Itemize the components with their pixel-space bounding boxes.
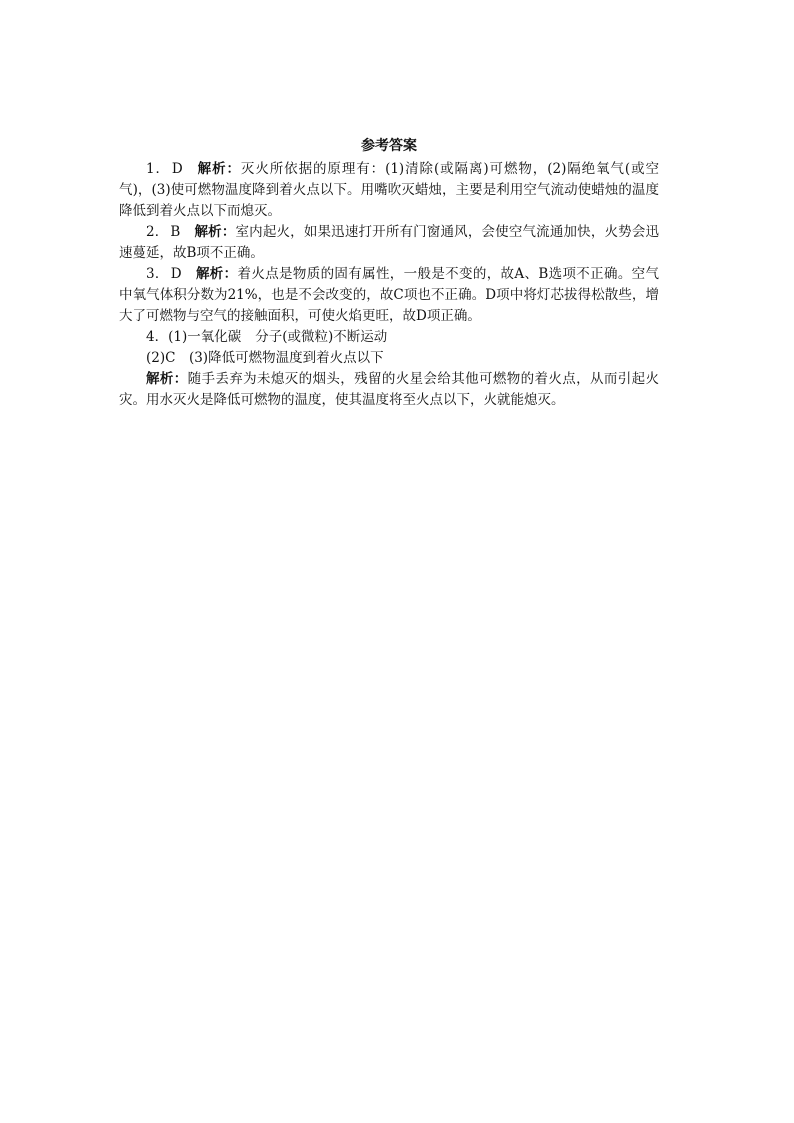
section-title: 参考答案 xyxy=(361,138,417,154)
item-answer: D xyxy=(170,266,182,282)
item-answer: D xyxy=(171,161,183,177)
analysis-label: 解析： xyxy=(146,371,188,387)
item-number: 2． xyxy=(146,224,169,240)
analysis-label: 解析： xyxy=(195,266,238,282)
analysis-label: 解析： xyxy=(196,161,241,177)
answer-item-4 xyxy=(119,327,659,348)
item-number: 3． xyxy=(146,266,169,282)
analysis-text: 随手丢弃为未熄灭的烟头，残留的火星会给其他可燃物的着火点，从而引起火灾。用水灭火是降低可燃物的温度，使其温度将至火点以下，火就能熄灭。 xyxy=(119,371,659,408)
analysis-text: 室内起火，如果迅速打开所有门窗通风，会使空气流通加快，火势会迅速蔓延，故B项不正确。 xyxy=(119,224,660,261)
item-answer-part-1: (1)一氧化碳 xyxy=(168,329,242,345)
analysis-text: 着火点是物质的固有属性，一般是不变的，故A、B选项不正确。空气中氧气体积分数为21%，也是不会改变的，故C项也不正确。D项中将灯芯拔得松散些，增大了可燃物与空气的接触面积，可使火焰更旺，故D项正确。 xyxy=(119,266,660,324)
answer-item-4-analysis xyxy=(119,369,659,411)
answer-section xyxy=(119,136,659,411)
item-answer-part-3: (2)C (3)降低可燃物温度到着火点以下 xyxy=(146,350,384,366)
item-number: 4． xyxy=(146,329,169,345)
answer-item-1 xyxy=(119,159,659,222)
analysis-text: 灭火所依据的原理有：(1)清除(或隔离)可燃物，(2)隔绝氧气(或空气)，(3)使可燃物温度降到着火点以下。用嘴吹灭蜡烛，主要是利用空气流动使蜡烛的温度降低到着火点以下而熄灭。 xyxy=(119,161,660,219)
answer-item-3 xyxy=(119,264,659,327)
answer-item-2 xyxy=(119,222,659,264)
item-answer-part-2: 分子(或微粒)不断运动 xyxy=(255,329,388,345)
analysis-label: 解析： xyxy=(194,224,236,240)
item-number: 1． xyxy=(146,161,170,177)
item-answer: B xyxy=(170,224,181,240)
answer-item-4-line-2 xyxy=(119,348,659,369)
